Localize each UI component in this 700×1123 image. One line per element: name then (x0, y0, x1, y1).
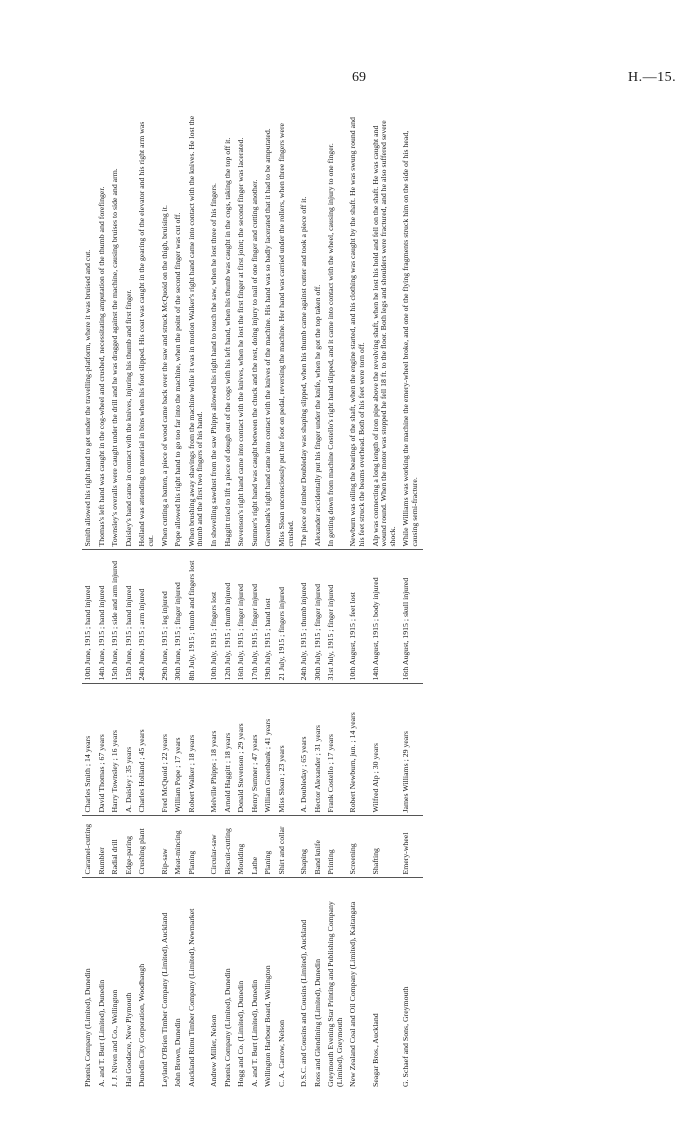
machine-cell: Moulding (235, 816, 249, 878)
person-cell: Melville Phipps ; 18 years (208, 684, 222, 816)
description-cell: Greenbank's right hand came into contact with the knives of the machine. His hand was so badly lacerated that it had to be amputated. (262, 110, 276, 550)
firm-cell: Auckland Rimu Timber Company (Limited), Newmarket (186, 908, 196, 1087)
description-cell: While Williams was working the machine the emery-wheel broke, and one of the flying fragments struck him on the side of his head, causing semi-fracture. (400, 110, 422, 550)
firm-cell: D.S.C. and Cousins and Cousins (Limited), Auckland (299, 919, 309, 1087)
machine-cell: Edge-paring (123, 816, 137, 878)
firm-cell: John Brown, Dunedin (173, 1018, 183, 1087)
date-injury-cell: 24th July, 1915 ; thumb injured (298, 550, 312, 684)
table-row (370, 110, 401, 1090)
description-cell: Alexander accidentally put his finger under the knife, when he got the top taken off. (312, 110, 326, 550)
machine-cell: Planing (186, 816, 208, 878)
table-row (298, 110, 312, 1090)
person-cell: Harry Townsley ; 16 years (109, 684, 123, 816)
person-cell: Robert Newburn, jun. ; 14 years (347, 684, 369, 816)
person-cell: Wilfred Alp ; 30 years (370, 684, 401, 816)
description-cell: Haggitt tried to lift a piece of dough out of the cogs with his left hand, when his thumb was caught in the cogs, taking the top off it. (222, 110, 236, 550)
table-row (109, 110, 123, 1090)
table-row (312, 110, 326, 1090)
person-cell: Charles Holland ; 45 years (136, 684, 158, 816)
table-row (123, 110, 137, 1090)
description-cell: Stevenson's right hand came into contact with the knives, when he lost the first finger at first joint; the second finger was lacerated. (235, 110, 249, 550)
date-injury-cell: 15th June, 1915 ; side and arm injured (109, 550, 123, 684)
table-row (136, 110, 158, 1090)
date-injury-cell: 21 July, 1915 ; fingers injured (276, 550, 298, 684)
accident-table (82, 110, 423, 1090)
person-cell: William Pope ; 17 years (172, 684, 186, 816)
table-row (347, 110, 369, 1090)
machine-cell: Rumbler (96, 816, 110, 878)
date-injury-cell: 16th July, 1915 ; finger injured (235, 550, 249, 684)
date-injury-cell: 15th June, 1915 ; hand injured (123, 550, 137, 684)
person-cell: Fred McQuoid ; 22 years (159, 684, 173, 816)
person-cell: Robert Walker ; 18 years (186, 684, 208, 816)
firm-cell: Andrew Miller, Nelson (208, 1014, 218, 1087)
firm-cell: Hal Goodacre, New Plymouth (123, 992, 133, 1087)
machine-cell: Caramel-cutting (82, 816, 96, 878)
date-injury-cell: 12th July, 1915 ; thumb injured (222, 550, 236, 684)
table-row (325, 110, 347, 1090)
firm-cell: Greymouth Evening Star Printing and Publishing Company (Limited), Greymouth (326, 901, 344, 1087)
firm-cell: Dunedin City Corporation, Woodhaugh (137, 963, 147, 1087)
description-cell: Daisley's hand came in contact with the knives, injuring his thumb and first finger. (123, 110, 137, 550)
date-injury-cell: 10th August, 1915 ; feet lost (347, 550, 369, 684)
description-cell: Pope allowed his right hand to go too far into the machine, when the point of the second finger was cut off. (172, 110, 186, 550)
description-cell: Miss Sloan unconsciously put her foot on pedal, reversing the machine. Her hand was carried under the rollers, when three fingers were crushed. (276, 110, 298, 550)
description-cell: In getting down from machine Costello's right hand slipped, and it came into contact with the wheel, causing injury to one finger. (325, 110, 347, 550)
machine-cell: Rip-saw (159, 816, 173, 878)
description-cell: When cutting a batten, a piece of wood came back over the saw and struck McQuoid on the thigh, bruising it. (159, 110, 173, 550)
person-cell: Charles Smith ; 14 years (82, 684, 96, 816)
person-cell: David Thomas ; 67 years (96, 684, 110, 816)
description-cell: Alp was connecting a long length of iron pipe above the revolving shaft, when he lost his hold and fell on the shaft. He was caught and wound round. When the motor was stopped he fell 18 ft. to the floor. Both legs and shoulders were fractured, and he also suffered severe shock. (370, 110, 401, 550)
date-injury-cell: 14th August, 1915 ; body injured (370, 550, 401, 684)
description-cell: Smith allowed his right hand to get under the travelling-platform, where it was bruised and cut. (82, 110, 96, 550)
date-injury-cell: 24th June, 1915 ; arm injured (136, 550, 158, 684)
machine-cell: Planing (262, 816, 276, 878)
person-cell: James Williams ; 29 years (400, 684, 422, 816)
description-cell: Thomas's left hand was caught in the cog-wheel and crushed, necessitating amputation of the thumb and forefinger. (96, 110, 110, 550)
date-injury-cell: 10th June, 1915 ; hand injured (82, 550, 96, 684)
machine-cell: Printing (325, 816, 347, 878)
description-cell: In shovelling sawdust from the saw Phipps allowed his right hand to touch the saw, when he lost three of his fingers. (208, 110, 222, 550)
table-row (96, 110, 110, 1090)
table-row (235, 110, 249, 1090)
firm-cell: C. A. Carrow, Nelson (276, 1019, 286, 1087)
person-cell: William Greenbank ; 41 years (262, 684, 276, 816)
machine-cell: Band knife (312, 816, 326, 878)
page-number: 69 (352, 70, 366, 85)
firm-cell: Phœnix Company (Limited), Dunedin (83, 968, 92, 1087)
firm-cell: A. and T. Burt (Limited), Dunedin (249, 979, 259, 1087)
machine-cell: Screening (347, 816, 369, 878)
date-injury-cell: 17th July, 1915 ; finger injured (249, 550, 263, 684)
person-cell: Miss Sloan ; 23 years (276, 684, 298, 816)
description-cell: Holland was attending to material in bins when his foot slipped. His coat was caught in the gearing of the elevator and his right arm was cut. (136, 110, 158, 550)
firm-cell: New Zealand Coal and Oil Company (Limited), Kaitangata (348, 901, 358, 1087)
table-row (400, 110, 422, 1090)
firm-cell: A. and T. Burt (Limited), Dunedin (96, 979, 106, 1087)
firm-cell: Wellington Harbour Board, Wellington (263, 965, 273, 1087)
machine-cell: Lathe (249, 816, 263, 878)
machine-cell: Shirt and collar (276, 816, 298, 878)
date-injury-cell: 30th June, 1915 ; finger injured (172, 550, 186, 684)
table-row (249, 110, 263, 1090)
accident-table-rotated (82, 110, 630, 1090)
machine-cell: Biscuit-cutting (222, 816, 236, 878)
firm-cell: Seagar Bros., Auckland (370, 1013, 380, 1087)
machine-cell: Meat-mincing (172, 816, 186, 878)
machine-cell: Radial drill (109, 816, 123, 878)
firm-cell: G. Schaef and Sons, Greymouth (401, 986, 411, 1087)
date-injury-cell: 31st July, 1915 ; finger injured (325, 550, 347, 684)
person-cell: A. Doubleday ; 65 years (298, 684, 312, 816)
description-cell: Newburn was oiling the bearings of the shaft, when the engine started, and his clothing was caught by the shaft. He was swung round and his feet struck the beams overhead. Both of his feet were torn off. (347, 110, 369, 550)
page-reference: H.—15. (628, 70, 677, 85)
table-row (172, 110, 186, 1090)
date-injury-cell: 30th July, 1915 ; finger injured (312, 550, 326, 684)
person-cell: Henry Sumner ; 47 years (249, 684, 263, 816)
date-injury-cell: 14th June, 1915 ; hand injured (96, 550, 110, 684)
person-cell: Arnold Haggitt ; 18 years (222, 684, 236, 816)
date-injury-cell: 29th June, 1915 ; leg injured (159, 550, 173, 684)
table-row (208, 110, 222, 1090)
machine-cell: Shafting (370, 816, 401, 878)
description-cell: When brushing away shavings from the machine while it was in motion Walker's right hand came into contact with the knives. He lost the thumb and the first two fingers of his hand. (186, 110, 208, 550)
date-injury-cell: 10th July, 1915 ; fingers lost (208, 550, 222, 684)
firm-cell: Leyland O'Brien Timber Company (Limited), Auckland (159, 912, 169, 1087)
description-cell: Sumner's right hand was caught between the chuck and the rest, doing injury to nail of one finger and cutting another. (249, 110, 263, 550)
table-row (82, 110, 96, 1090)
person-cell: Donald Stevenson ; 29 years (235, 684, 249, 816)
person-cell: A. Daisley ; 35 years (123, 684, 137, 816)
machine-cell: Circular-saw (208, 816, 222, 878)
machine-cell: Crushing plant (136, 816, 158, 878)
table-row (276, 110, 298, 1090)
table-row (186, 110, 208, 1090)
firm-cell: J. J. Niven and Co., Wellington (110, 989, 120, 1087)
table-row (222, 110, 236, 1090)
description-cell: The piece of timber Doubleday was shaping slipped, when his thumb came against cutter and took a piece off it. (298, 110, 312, 550)
machine-cell: Emery-wheel (400, 816, 422, 878)
firm-cell: Hogg and Co. (Limited), Dunedin (236, 980, 246, 1087)
date-injury-cell: 19th July, 1915 ; hand lost (262, 550, 276, 684)
table-row (159, 110, 173, 1090)
description-cell: Townsley's overalls were caught under the drill and he was dragged against the machine, causing bruises to side and arm. (109, 110, 123, 550)
firm-cell: Phœnix Company (Limited), Dunedin (222, 968, 232, 1087)
date-injury-cell: 8th July, 1915 ; thumb and fingers lost (186, 550, 208, 684)
date-injury-cell: 16th August, 1915 ; skull injured (400, 550, 422, 684)
machine-cell: Shaping (298, 816, 312, 878)
person-cell: Hector Alexander ; 31 years (312, 684, 326, 816)
person-cell: Frank Costello ; 17 years (325, 684, 347, 816)
table-row (262, 110, 276, 1090)
firm-cell: Ross and Glendining (Limited), Dunedin (312, 959, 322, 1087)
